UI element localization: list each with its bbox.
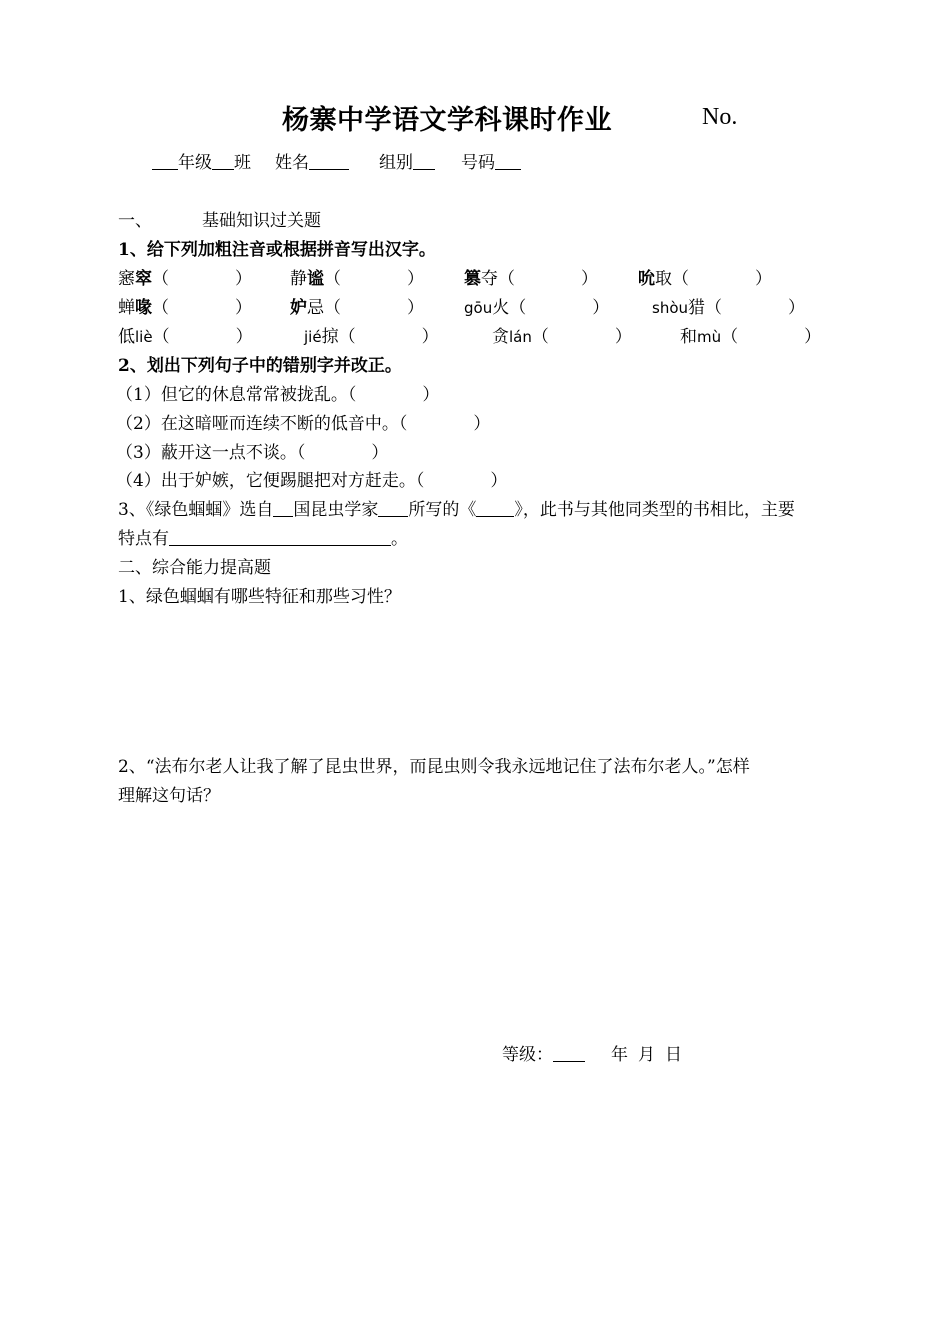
- name-label: 姓名: [275, 153, 309, 173]
- q1-item: gōu火（ ）: [464, 298, 610, 318]
- group-label: 组别: [379, 153, 413, 173]
- student-info-line: [152, 148, 521, 173]
- number-blank[interactable]: [495, 152, 521, 170]
- grade-score-blank[interactable]: [553, 1044, 585, 1062]
- q2-item: （4）出于妒嫉，它便踢腿把对方赶走。（ ）: [116, 471, 508, 491]
- class-blank[interactable]: [212, 152, 234, 170]
- s2-q2-line2: 理解这句话？: [118, 786, 220, 806]
- q1-item: 低liè（ ）: [118, 327, 253, 347]
- number-label: 号码: [461, 153, 495, 173]
- s2-q1: 1、绿色蝈蝈有哪些特征和那些习性？: [118, 587, 401, 607]
- q2-prompt: 2、划出下列句子中的错别字并改正。: [118, 356, 402, 376]
- page-title: 杨寨中学语文学科课时作业: [282, 105, 612, 136]
- grade-label: 年级: [178, 153, 212, 173]
- q1-item: 妒忌（ ）: [290, 298, 424, 318]
- q1-item: 窸窣（ ）: [118, 269, 252, 289]
- section2-heading: 二、综合能力提高题: [118, 558, 271, 578]
- q2-item: （1）但它的休息常常被拢乱。（ ）: [116, 385, 440, 405]
- q1-item: jié掠（ ）: [304, 327, 439, 347]
- q3-line1: 3、《绿色蝈蝈》选自 国昆虫学家 所写的《 》，此书与其他同类型的书相比，主要: [118, 500, 795, 520]
- q1-item: 静谧（ ）: [290, 269, 424, 289]
- q1-item: 篡夺（ ）: [464, 269, 598, 289]
- q1-item: 和mù（ ）: [680, 327, 822, 347]
- group-blank[interactable]: [413, 152, 435, 170]
- country-blank[interactable]: [273, 499, 293, 517]
- q1-item: shòu猎（ ）: [652, 298, 806, 318]
- q1-prompt: 1、给下列加粗注音或根据拼音写出汉字。: [118, 240, 436, 260]
- features-blank[interactable]: [169, 528, 391, 546]
- grading-footer: 等级： 年 月 日: [502, 1045, 682, 1065]
- q1-item: 蝉喙（ ）: [118, 298, 252, 318]
- q3-line2: 特点有 。: [118, 529, 408, 549]
- author-blank[interactable]: [378, 499, 408, 517]
- worksheet-number-label: No.: [702, 104, 738, 130]
- q1-item: 贪lán（ ）: [492, 327, 632, 347]
- grade-blank[interactable]: [152, 152, 178, 170]
- q1-item: 吮取（ ）: [638, 269, 772, 289]
- book-title-blank[interactable]: [476, 499, 514, 517]
- q2-item: （2）在这暗哑而连续不断的低音中。（ ）: [116, 414, 491, 434]
- class-label: 班: [234, 153, 251, 173]
- q2-item: （3）蔽开这一点不谈。（ ）: [116, 443, 389, 463]
- section1-heading: 一、 基础知识过关题: [118, 211, 321, 231]
- name-blank[interactable]: [309, 152, 349, 170]
- s2-q2-line1: 2、“法布尔老人让我了解了昆虫世界，而昆虫则令我永远地记住了法布尔老人。”怎样: [118, 757, 750, 777]
